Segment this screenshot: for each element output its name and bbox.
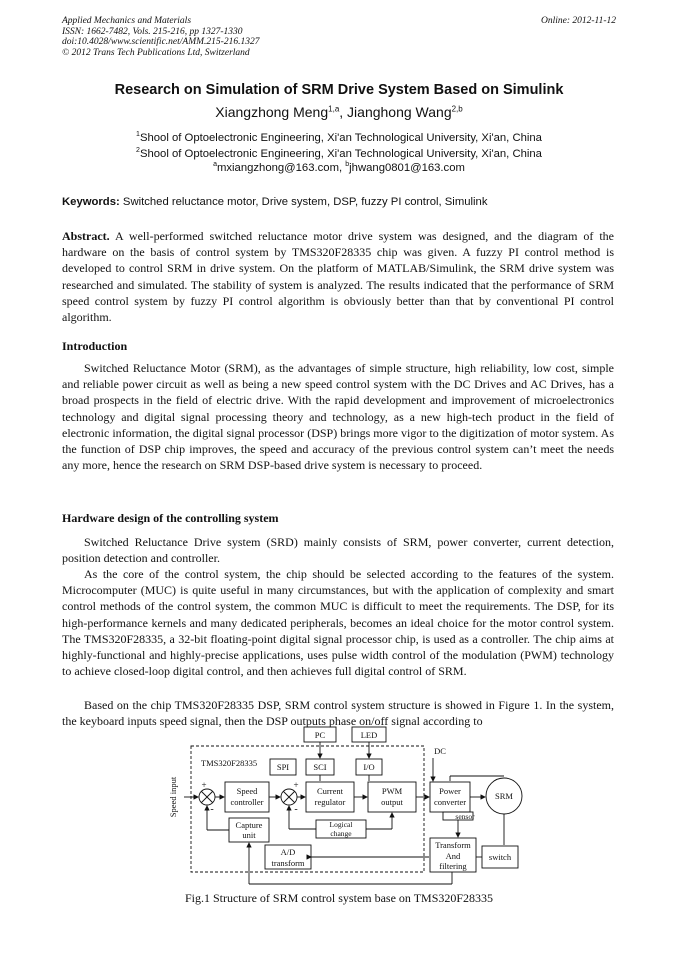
pwm-label-1: PWM <box>381 786 403 796</box>
author-2: Jianghong Wang <box>347 104 452 120</box>
affiliation-1-text: Shool of Optoelectronic Engineering, Xi'an Technological University, Xi'an, China <box>139 131 542 144</box>
abstract-text: A well-performed switched reluctance motor drive system was designed, and the diagram of the hardware on the basis of control system by TMS320F28335 chip was given. A fuzzy PI control method is developed to control SRM in drive system. On the platform of MATLAB/Simulink, the SRM drive system was researched and simulated. The stability of system is analyzed. The results indicated that the performance of SRM speed control system by fuzzy PI control algorithm is obviously better than that by conventional PI control algorithm. <box>62 229 614 325</box>
author-1: Xiangzhong Meng <box>215 104 329 120</box>
affiliation-1-sup: 1 <box>136 131 140 138</box>
intro-paragraph: Switched Reluctance Motor (SRM), as the advantages of simple structure, high reliability, low cost, simple and reliable power circuit as well as being a new speed control system with the DC Drives and AC Drives, has a broad prospects in the field of electric drive. With the rapid development and improvement of microelectronics technology and digital signal processing theory and technology, as a new high-tech product in the field of electronic information, the digital signal processor (DSP) brings more vigor to the digitization of motor system. As the function of DSP chip improves, the speed and accuracy of the previous control system can’t meet the needs any more, hence the research on SRM DSP-based drive system is necessary to proceed. <box>62 361 614 473</box>
email-a-sup: a <box>213 161 217 168</box>
intro-heading: Introduction <box>62 339 128 353</box>
chip-label: TMS320F28335 <box>200 758 258 768</box>
author-separator: , <box>339 104 348 120</box>
sci-label: SCI <box>313 762 327 772</box>
transform-label-3: filtering <box>439 861 467 871</box>
speed-input-label: Speed input <box>168 776 178 818</box>
email-b: jhwang0801@163.com <box>349 161 465 174</box>
hardware-heading: Hardware design of the controlling system <box>62 511 279 525</box>
doi-line: doi:10.4028/www.scientific.net/AMM.215-216.1327 <box>62 37 260 47</box>
current-regulator-label-1: Current <box>317 786 343 796</box>
switch-label: switch <box>488 852 512 862</box>
dc-label: DC <box>434 746 446 756</box>
keywords-text: Switched reluctance motor, Drive system, DSP, fuzzy PI control, Simulink <box>119 196 488 208</box>
pwm-label-2: output <box>381 797 403 807</box>
srm-label: SRM <box>495 791 513 801</box>
junction-1-plus: + <box>201 780 207 790</box>
junction-2-minus: - <box>294 804 298 815</box>
logical-label-2: change <box>330 829 352 838</box>
affiliation-2-text: Shool of Optoelectronic Engineering, Xi'an Technological University, Xi'an, China <box>139 147 542 160</box>
pc-label: PC <box>314 730 326 740</box>
hardware-paragraph-1: Switched Reluctance Drive system (SRD) mainly consists of SRM, power converter, current detection, position detection and controller. <box>62 535 614 566</box>
email-b-sup: b <box>345 161 350 168</box>
spi-label: SPI <box>276 762 290 772</box>
hardware-paragraph-2: As the core of the control system, the chip should be selected according to the features of the system. Microcomputer (MUC) is quite useful in many circumstances, but with the application of complexity and smart control methods of the control system, the common MUC is difficult to meet the requirements. The DSP, for its high-performance kernels and many dedicated peripherals, becomes an ideal choice for the motor control system. The TMS320F28335, a 32-bit floating-point digital signal processor chip, is used as a controller. The chip aims at highly-functional and highly-precise applications, uses pulse width control of the modulation (PWM) technology to achieve closed-loop digital control, and then achieves full digital control of SRM. <box>62 567 614 679</box>
logical-label-1: Logical <box>329 820 353 829</box>
paper-title: Research on Simulation of SRM Drive System Based on Simulink <box>114 82 564 98</box>
author-2-sup: 2,b <box>451 104 463 114</box>
copyright-line: © 2012 Trans Tech Publications Ltd, Switzerland <box>62 47 250 58</box>
speed-controller-label-1: Speed <box>236 786 258 796</box>
journal-name: Applied Mechanics and Materials <box>62 16 192 26</box>
junction-2-plus: + <box>293 780 299 790</box>
transform-label-2: And <box>445 851 461 861</box>
affiliation-2-sup: 2 <box>136 147 140 154</box>
junction-1-minus: - <box>210 804 214 815</box>
ad-label-1: A/D <box>280 847 296 857</box>
abstract-label: Abstract. <box>62 229 110 243</box>
author-1-sup: 1,a <box>328 104 340 114</box>
io-label: I/O <box>363 762 375 772</box>
capture-label-2: unit <box>242 830 256 840</box>
issn-line: ISSN: 1662-7482, Vols. 215-216, pp 1327-1330 <box>62 26 243 37</box>
power-label-2: converter <box>433 797 467 807</box>
led-label: LED <box>360 730 378 740</box>
hardware-paragraph-3: Based on the chip TMS320F28335 DSP, SRM control system structure is showed in Figure 1. In the system, the keyboard inputs speed signal, then the DSP outputs phase on/off signal according to <box>62 698 614 729</box>
current-regulator-label-2: regulator <box>314 797 346 807</box>
figure-caption: Fig.1 Structure of SRM control system base on TMS320F28335 <box>184 891 494 905</box>
speed-controller-label-2: controller <box>230 797 264 807</box>
power-label-1: Power <box>439 786 461 796</box>
email-a: mxiangzhong@163.com, <box>216 161 346 174</box>
ad-label-2: transform <box>271 858 305 868</box>
sensor-label: sensor <box>455 812 475 821</box>
online-date: Online: 2012-11-12 <box>540 16 616 26</box>
transform-label-1: Transform <box>435 840 471 850</box>
capture-label-1: Capture <box>235 820 263 830</box>
keywords-label: Keywords: <box>62 196 120 208</box>
